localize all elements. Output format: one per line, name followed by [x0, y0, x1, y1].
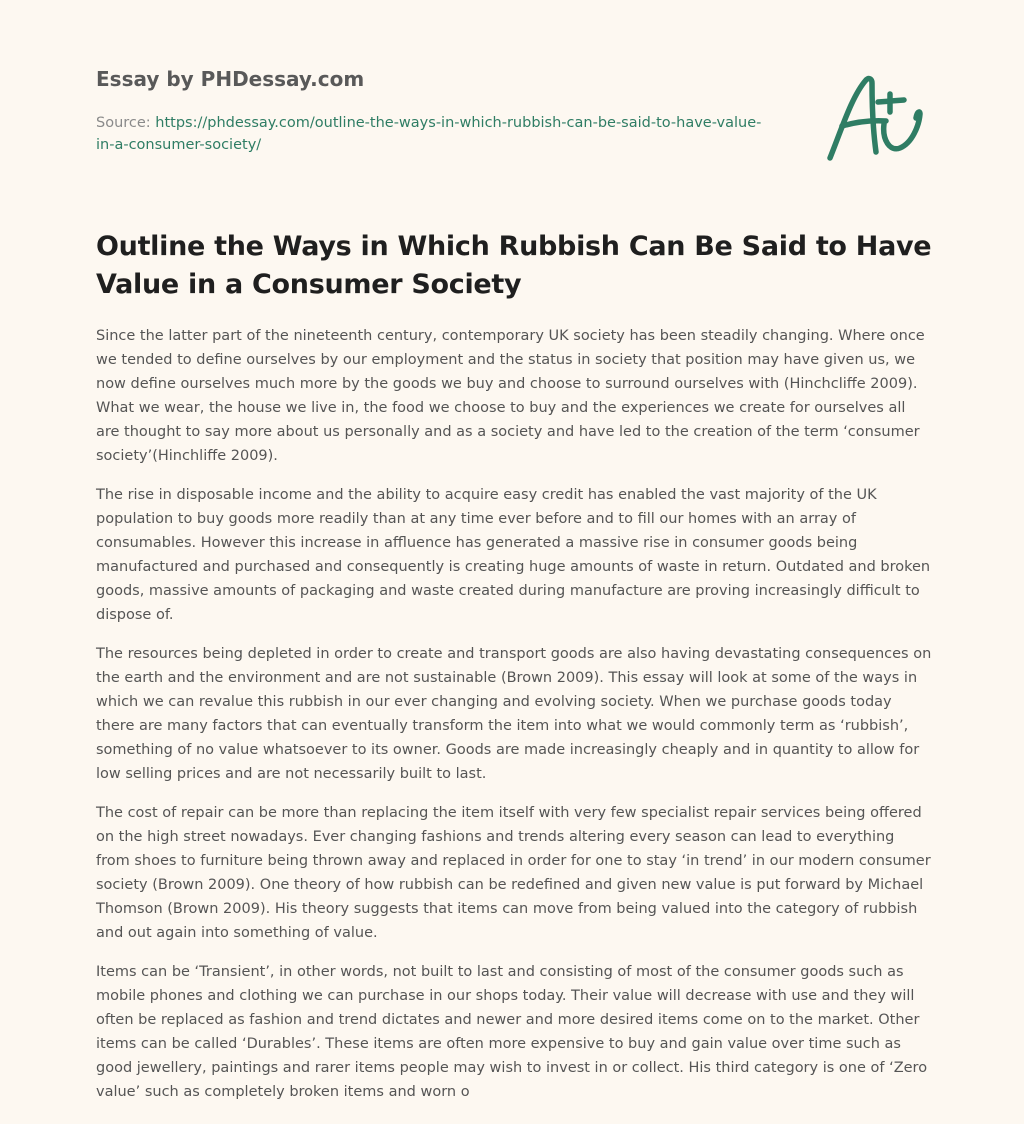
page-header [96, 66, 796, 153]
source-line [96, 112, 776, 156]
paragraph: The resources being depleted in order to create and transport goods are also having devastating consequences on the earth and the environment and are not sustainable (Brown 2009). This essay will look at some of the ways in which we can revalue this rubbish in our ever changing and evolving society. When we purchase goods today there are many factors that can eventually transform the item into what we would commonly term as ‘rubbish’, something of no value whatsoever to its owner. Goods are made increasingly cheaply and in quantity to allow for low selling prices and are not necessarily built to last. [96, 646, 932, 782]
paragraph: Items can be ‘Transient’, in other words, not built to last and consisting of most of the consumer goods such as mobile phones and clothing we can purchase in our shops today. Their value will decrease with use and they will often be replaced as fashion and trend dictates and newer and more desired items come on to the market. Other items can be called ‘Durables’. These items are often more expensive to buy and gain value over time such as good jewellery, paintings and rarer items people may wish to invest in or collect. His third category is one of ‘Zero value’ such as completely broken items and worn o [96, 964, 928, 1100]
source-link[interactable]: https://phdessay.com/outline-the-ways-in-which-rubbish-can-be-said-to-have-value-in-a-consumer-society/ [96, 115, 762, 153]
essay-body [96, 324, 932, 1119]
paragraph: Since the latter part of the nineteenth century, contemporary UK society has been steadily changing. Where once we tended to define ourselves by our employment and the status in society that position may have given us, we now define ourselves much more by the goods we buy and choose to surround ourselves with (Hinchcliffe 2009). What we wear, the house we live in, the food we choose to buy and the experiences we create for ourselves all are thought to say more about us personally and as a society and have led to the creation of the term ‘consumer society’(Hinchliffe 2009). [96, 328, 925, 464]
site-title: Essay by PHDessay.com [96, 67, 365, 91]
paragraph: The cost of repair can be more than replacing the item itself with very few specialist repair services being offered on the high street nowadays. Ever changing fashions and trends altering every season can lead to everything from shoes to furniture being thrown away and replaced in order for one to stay ‘in trend’ in our modern consumer society (Brown 2009). One theory of how rubbish can be redefined and given new value is put forward by Michael Thomson (Brown 2009). His theory suggests that items can move from being valued into the category of rubbish and out again into something of value. [96, 805, 931, 941]
document-title: Outline the Ways in Which Rubbish Can Be Said to Have Value in a Consumer Society [96, 231, 932, 300]
paragraph: The rise in disposable income and the ability to acquire easy credit has enabled the vast majority of the UK population to buy goods more readily than at any time ever before and to fill our homes with an array of consumables. However this increase in affluence has generated a massive rise in consumer goods being manufactured and purchased and consequently is creating huge amounts of waste in return. Outdated and broken goods, massive amounts of packaging and waste created during manufacture are proving increasingly difficult to dispose of. [96, 487, 931, 623]
a-plus-grade-icon [820, 66, 930, 166]
source-label: Source: [96, 115, 151, 131]
